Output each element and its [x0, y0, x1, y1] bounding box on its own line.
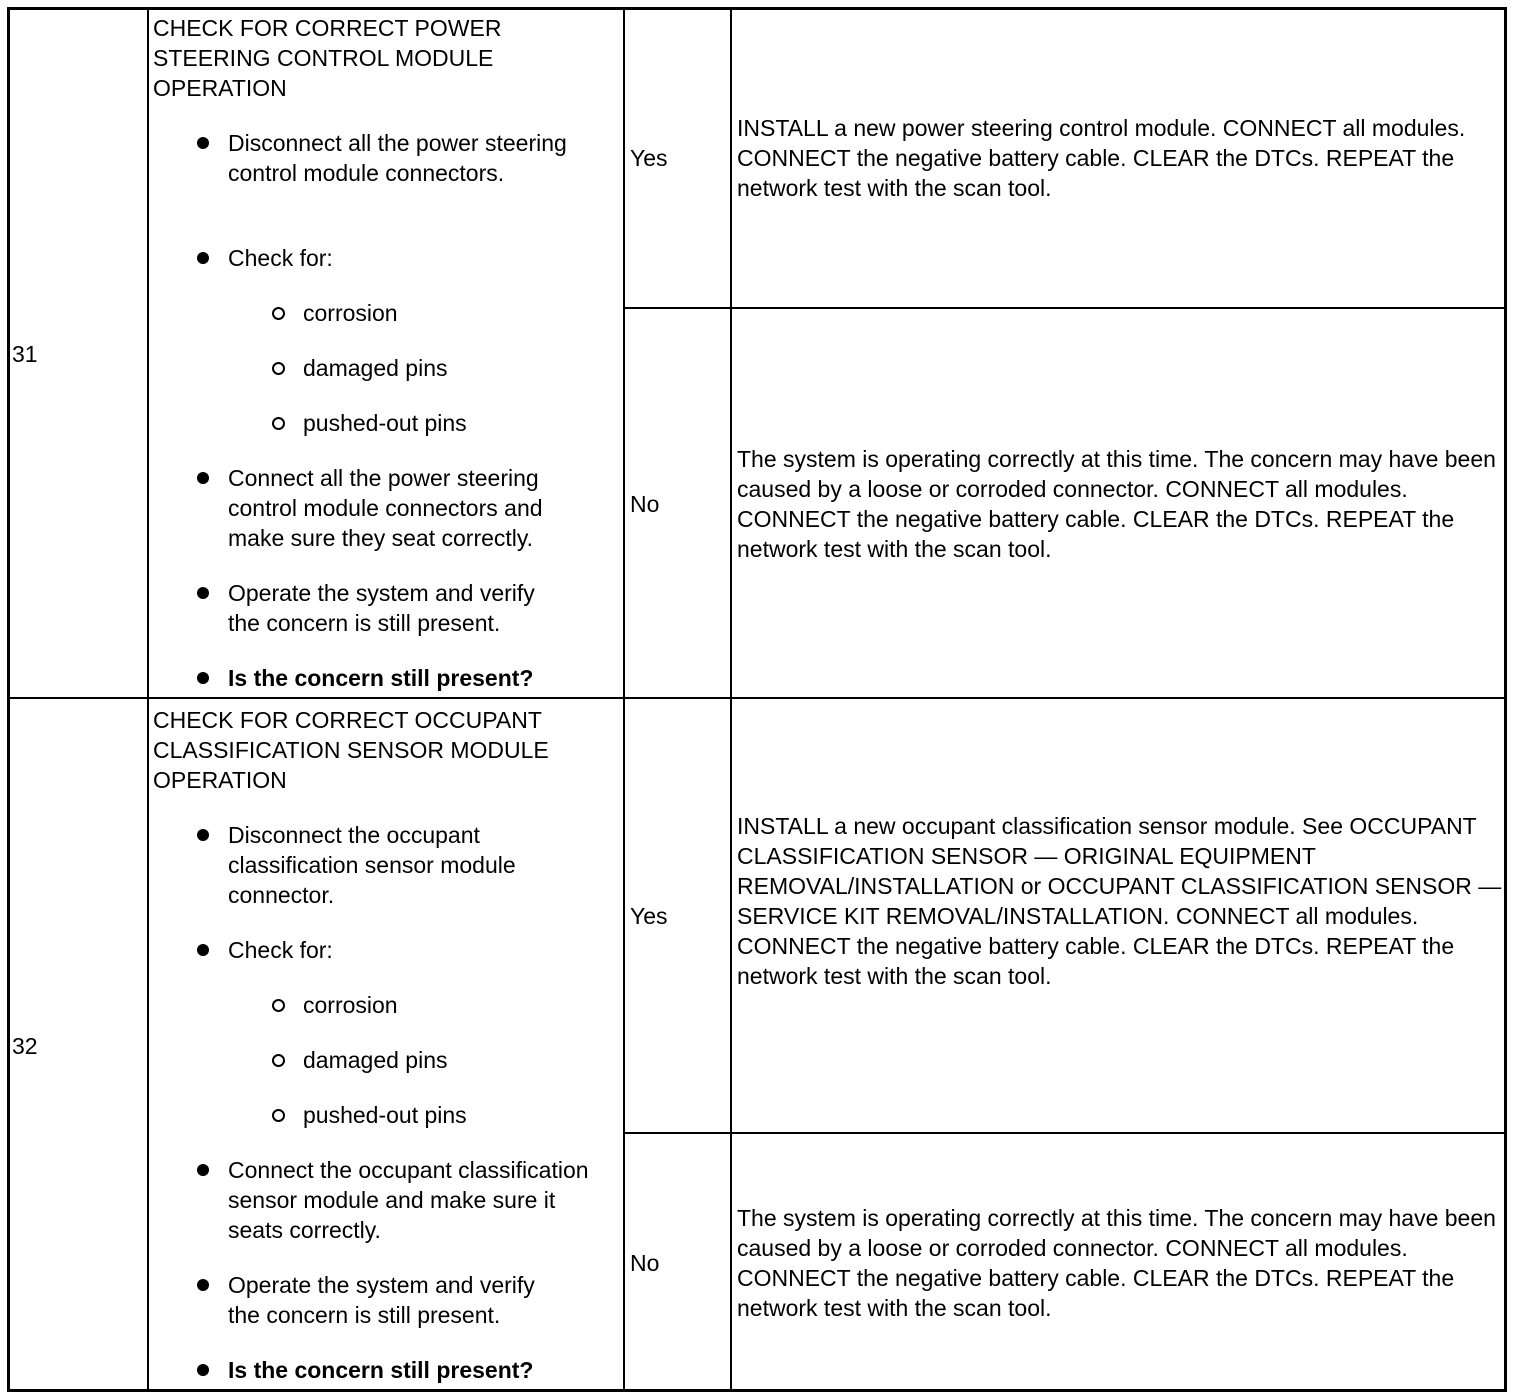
bullet-icon — [197, 944, 209, 956]
bullet-icon — [197, 137, 209, 149]
answer-divider — [623, 307, 1507, 309]
instruction-item: Connect the occupant classification sensor module and make sure it seats correctly. — [228, 1157, 589, 1243]
step-title: CHECK FOR CORRECT OCCUPANT CLASSIFICATION SENSOR MODULE OPERATION — [153, 707, 549, 793]
check-item: pushed-out pins — [303, 1102, 467, 1128]
bullet-icon — [197, 1279, 209, 1291]
bullet-icon — [197, 587, 209, 599]
step-number: 31 — [12, 341, 38, 367]
step-number: 32 — [12, 1033, 38, 1059]
sub-bullet-icon — [272, 1109, 285, 1122]
sub-bullet-icon — [272, 999, 285, 1012]
yes-action: INSTALL a new power steering control module. CONNECT all modules. CONNECT the negative battery cable. CLEAR the DTCs. REPEAT the network test with the scan tool. — [737, 115, 1466, 201]
instruction-item: Operate the system and verify the concern is still present. — [228, 580, 535, 636]
column-divider — [147, 7, 149, 1392]
bullet-icon — [197, 1364, 209, 1376]
answer-label-no: No — [630, 1250, 660, 1276]
instruction-item: Connect all the power steering control module connectors and make sure they seat correctly. — [228, 465, 543, 551]
sub-bullet-icon — [272, 307, 285, 320]
check-item: corrosion — [303, 300, 398, 326]
row-divider — [7, 697, 1507, 699]
instruction-item: Check for: — [228, 937, 333, 963]
instruction-item: Disconnect the occupant classification sensor module connector. — [228, 822, 516, 908]
instruction-item: Check for: — [228, 245, 333, 271]
answer-label-yes: Yes — [630, 145, 668, 171]
answer-divider — [623, 1132, 1507, 1134]
question-item: Is the concern still present? — [228, 665, 534, 691]
column-divider — [623, 7, 625, 1392]
sub-bullet-icon — [272, 417, 285, 430]
check-item: corrosion — [303, 992, 398, 1018]
answer-label-no: No — [630, 491, 660, 517]
instruction-item: Operate the system and verify the concern is still present. — [228, 1272, 535, 1328]
sub-bullet-icon — [272, 1054, 285, 1067]
bullet-icon — [197, 672, 209, 684]
bullet-icon — [197, 472, 209, 484]
check-item: damaged pins — [303, 355, 448, 381]
bullet-icon — [197, 252, 209, 264]
instruction-item: Disconnect all the power steering control module connectors. — [228, 130, 567, 186]
check-item: damaged pins — [303, 1047, 448, 1073]
answer-label-yes: Yes — [630, 903, 668, 929]
sub-bullet-icon — [272, 362, 285, 375]
yes-action: INSTALL a new occupant classification sensor module. See OCCUPANT CLASSIFICATION SENSOR — ORIGINAL EQUIPMENT REMOVAL/INSTALLATION or OCCUPANT CLASSIFICATION SENSOR — SERVICE KIT REMOVAL/INSTALLATION. CONNECT all modules. CONNECT the negative battery cable. CLEAR the DTCs. REPEAT the network test with the scan tool. — [737, 813, 1502, 989]
step-title: CHECK FOR CORRECT POWER STEERING CONTROL MODULE OPERATION — [153, 15, 502, 101]
column-divider — [730, 7, 732, 1392]
bullet-icon — [197, 829, 209, 841]
no-action: The system is operating correctly at this time. The concern may have been caused by a loose or corroded connector. CONNECT all modules. CONNECT the negative battery cable. CLEAR the DTCs. REPEAT the network test with the scan tool. — [737, 446, 1496, 562]
check-item: pushed-out pins — [303, 410, 467, 436]
question-item: Is the concern still present? — [228, 1357, 534, 1383]
bullet-icon — [197, 1164, 209, 1176]
no-action: The system is operating correctly at this time. The concern may have been caused by a loose or corroded connector. CONNECT all modules. CONNECT the negative battery cable. CLEAR the DTCs. REPEAT the network test with the scan tool. — [737, 1205, 1496, 1321]
